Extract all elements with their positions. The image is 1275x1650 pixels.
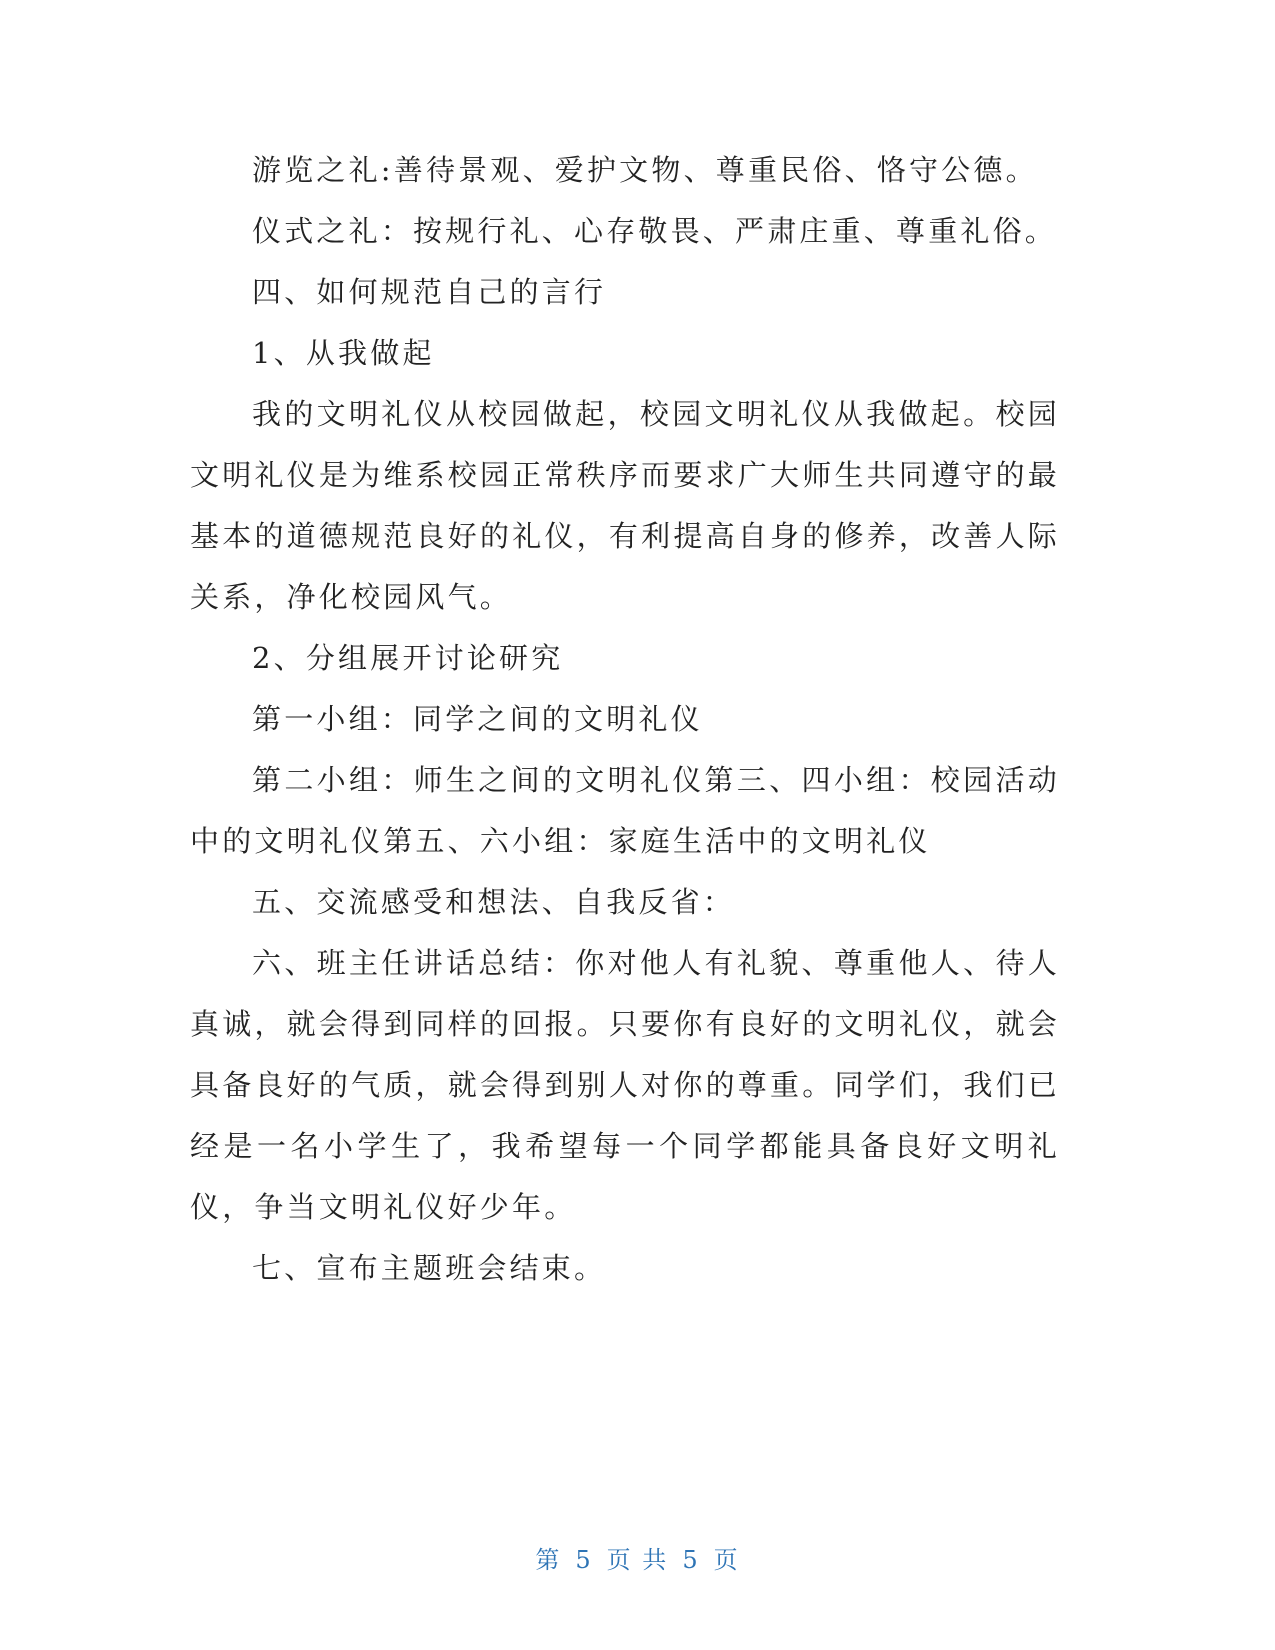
footer-middle: 页 共 bbox=[606, 1546, 669, 1574]
paragraph-ceremony-etiquette: 仪式之礼：按规行礼、心存敬畏、严肃庄重、尊重礼俗。 bbox=[252, 214, 1058, 248]
footer-total-pages: 5 bbox=[682, 1546, 700, 1574]
paragraph-tour-etiquette: 游览之礼:善待景观、爱护文物、尊重民俗、恪守公德。 bbox=[252, 153, 1038, 187]
page-number-footer bbox=[0, 1540, 1275, 1575]
subheading-1: 1、从我做起 bbox=[252, 336, 435, 370]
section-heading-7: 七、宣布主题班会结束。 bbox=[252, 1251, 607, 1285]
section-heading-4: 四、如何规范自己的言行 bbox=[252, 275, 607, 309]
section-heading-5: 五、交流感受和想法、自我反省： bbox=[252, 885, 736, 919]
paragraph-groups-2-6: 第二小组：师生之间的文明礼仪第三、四小组：校园活动中的文明礼仪第五、六小组：家庭生活中的文明礼仪 bbox=[190, 763, 1060, 858]
paragraph-start-from-me: 我的文明礼仪从校园做起，校园文明礼仪从我做起。校园文明礼仪是为维系校园正常秩序而要求广大师生共同遵守的最基本的道德规范良好的礼仪，有利提高自身的修养，改善人际关系，净化校园风气。 bbox=[190, 397, 1060, 614]
footer-prefix: 第 bbox=[535, 1546, 562, 1574]
document-body bbox=[190, 140, 1060, 1299]
subheading-2: 2、分组展开讨论研究 bbox=[252, 641, 564, 675]
paragraph-group-1: 第一小组：同学之间的文明礼仪 bbox=[252, 702, 703, 736]
footer-suffix: 页 bbox=[713, 1546, 740, 1574]
paragraph-teacher-summary: 六、班主任讲话总结：你对他人有礼貌、尊重他人、待人真诚，就会得到同样的回报。只要你有良好的文明礼仪，就会具备良好的气质，就会得到别人对你的尊重。同学们，我们已经是一名小学生了，我希望每一个同学都能具备良好文明礼仪，争当文明礼仪好少年。 bbox=[190, 946, 1060, 1224]
footer-current-page: 5 bbox=[575, 1546, 593, 1574]
